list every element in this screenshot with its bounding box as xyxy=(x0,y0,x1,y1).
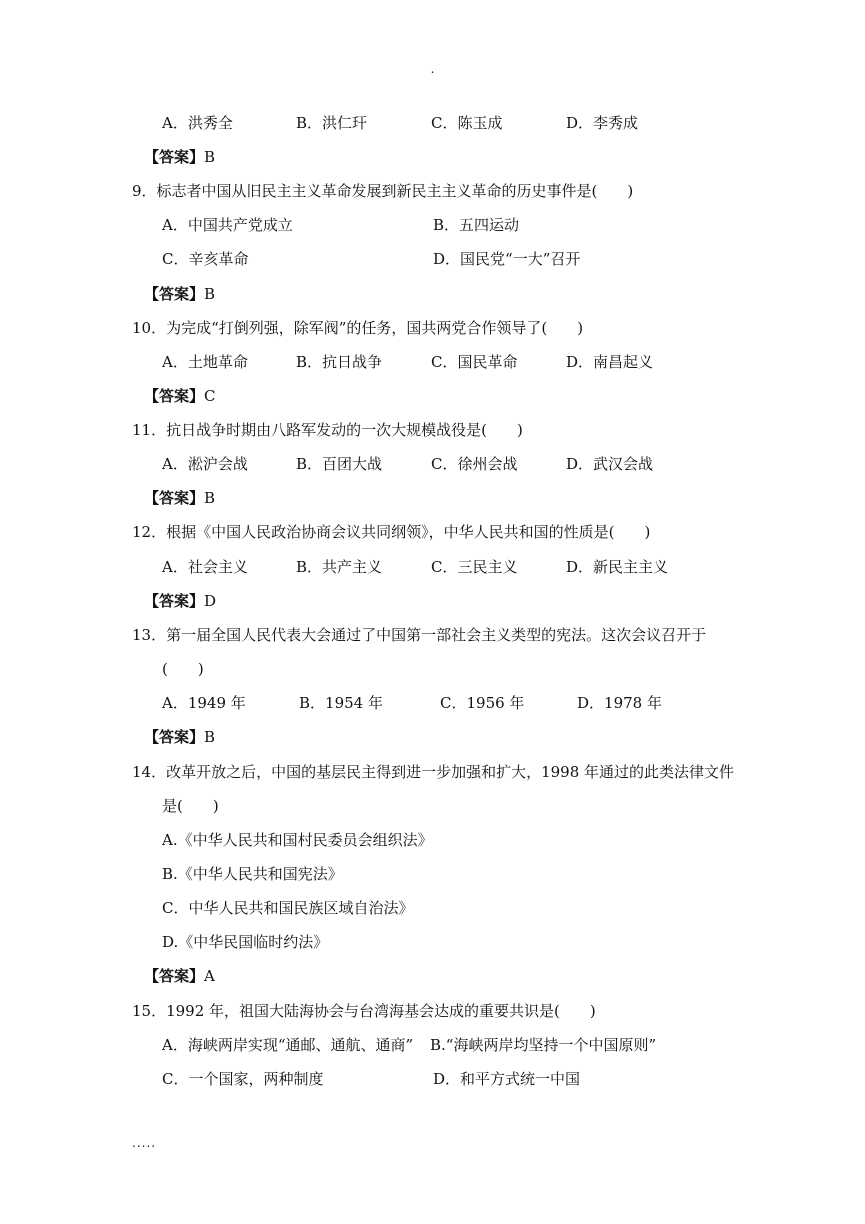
q8-option-a: A．洪秀全 xyxy=(162,114,233,132)
q9-answer xyxy=(144,283,215,304)
q10-answer xyxy=(144,385,216,406)
q12-option-b: B．共产主义 xyxy=(296,558,383,576)
q9-option-a: A．中国共产党成立 xyxy=(162,216,293,234)
q13-option-c: C．1956 年 xyxy=(440,694,525,712)
answer-label: 【答案】 xyxy=(144,148,205,166)
answer-value: B xyxy=(204,148,216,166)
q14-stem: 14．改革开放之后，中国的基层民主得到进一步加强和扩大，1998 年通过的此类法律文件 xyxy=(132,763,735,781)
q11-option-c: C．徐州会战 xyxy=(431,455,518,473)
answer-value: B xyxy=(204,728,216,746)
q10-option-a: A．土地革命 xyxy=(162,353,248,371)
answer-value: B xyxy=(204,285,216,303)
q13-stem: 13．第一届全国人民代表大会通过了中国第一部社会主义类型的宪法。这次会议召开于 xyxy=(132,626,707,644)
q11-answer xyxy=(144,487,215,508)
q14-option-a: A.《中华人民共和国村民委员会组织法》 xyxy=(162,831,433,849)
q9-stem: 9．标志者中国从旧民主主义革命发展到新民主主义革命的历史事件是( ) xyxy=(132,182,634,200)
q12-answer xyxy=(144,590,216,611)
answer-value: A xyxy=(204,967,215,985)
q15-stem: 15．1992 年，祖国大陆海协会与台湾海基会达成的重要共识是( ) xyxy=(132,1002,596,1020)
q15-option-d: D．和平方式统一中国 xyxy=(433,1070,581,1088)
q12-option-a: A．社会主义 xyxy=(162,558,248,576)
q12-option-c: C．三民主义 xyxy=(431,558,518,576)
answer-label: 【答案】 xyxy=(144,592,205,610)
q15-option-a: A．海峡两岸实现“通邮、通航、通商” xyxy=(162,1036,414,1054)
q11-stem: 11．抗日战争时期由八路军发动的一次大规模战役是( ) xyxy=(132,421,523,439)
answer-value: C xyxy=(204,387,216,405)
q14-option-c: C．中华人民共和国民族区域自治法》 xyxy=(162,899,414,917)
q10-option-d: D．南昌起义 xyxy=(566,353,654,371)
q14-answer xyxy=(144,965,215,986)
answer-label: 【答案】 xyxy=(144,728,205,746)
q10-option-b: B．抗日战争 xyxy=(296,353,383,371)
q12-stem: 12．根据《中国人民政治协商会议共同纲领》，中华人民共和国的性质是( ) xyxy=(132,523,651,541)
q10-stem: 10．为完成“打倒列强，除军阀”的任务，国共两党合作领导了( ) xyxy=(132,319,584,337)
answer-label: 【答案】 xyxy=(144,967,205,985)
q9-option-d: D．国民党“一大”召开 xyxy=(433,250,581,268)
q8-option-b: B．洪仁玕 xyxy=(296,114,368,132)
answer-label: 【答案】 xyxy=(144,489,205,507)
q8-answer xyxy=(144,146,215,167)
q14-option-b: B.《中华人民共和国宪法》 xyxy=(162,865,343,883)
q13-stem-continued: ( ) xyxy=(162,660,204,678)
q11-option-b: B．百团大战 xyxy=(296,455,383,473)
q15-option-c: C．一个国家，两种制度 xyxy=(162,1070,324,1088)
q9-option-b: B．五四运动 xyxy=(433,216,520,234)
q12-option-d: D．新民主主义 xyxy=(566,558,669,576)
answer-label: 【答案】 xyxy=(144,387,205,405)
q13-option-d: D．1978 年 xyxy=(577,694,662,712)
answer-value: D xyxy=(204,592,217,610)
answer-label: 【答案】 xyxy=(144,285,205,303)
footer-mark: ..... xyxy=(132,1136,157,1150)
header-mark: . xyxy=(430,62,435,76)
q8-option-d: D．李秀成 xyxy=(566,114,639,132)
q9-option-c: C．辛亥革命 xyxy=(162,250,249,268)
q8-option-c: C．陈玉成 xyxy=(431,114,503,132)
q11-option-d: D．武汉会战 xyxy=(566,455,654,473)
q11-option-a: A．淞沪会战 xyxy=(162,455,248,473)
q15-option-b: B.“海峡两岸均坚持一个中国原则” xyxy=(430,1036,657,1054)
q13-answer xyxy=(144,726,215,747)
answer-value: B xyxy=(204,489,216,507)
q13-option-a: A．1949 年 xyxy=(162,694,246,712)
q10-option-c: C．国民革命 xyxy=(431,353,518,371)
q14-stem-continued: 是( ) xyxy=(162,797,219,815)
q14-option-d: D.《中华民国临时约法》 xyxy=(162,933,329,951)
q13-option-b: B．1954 年 xyxy=(299,694,383,712)
